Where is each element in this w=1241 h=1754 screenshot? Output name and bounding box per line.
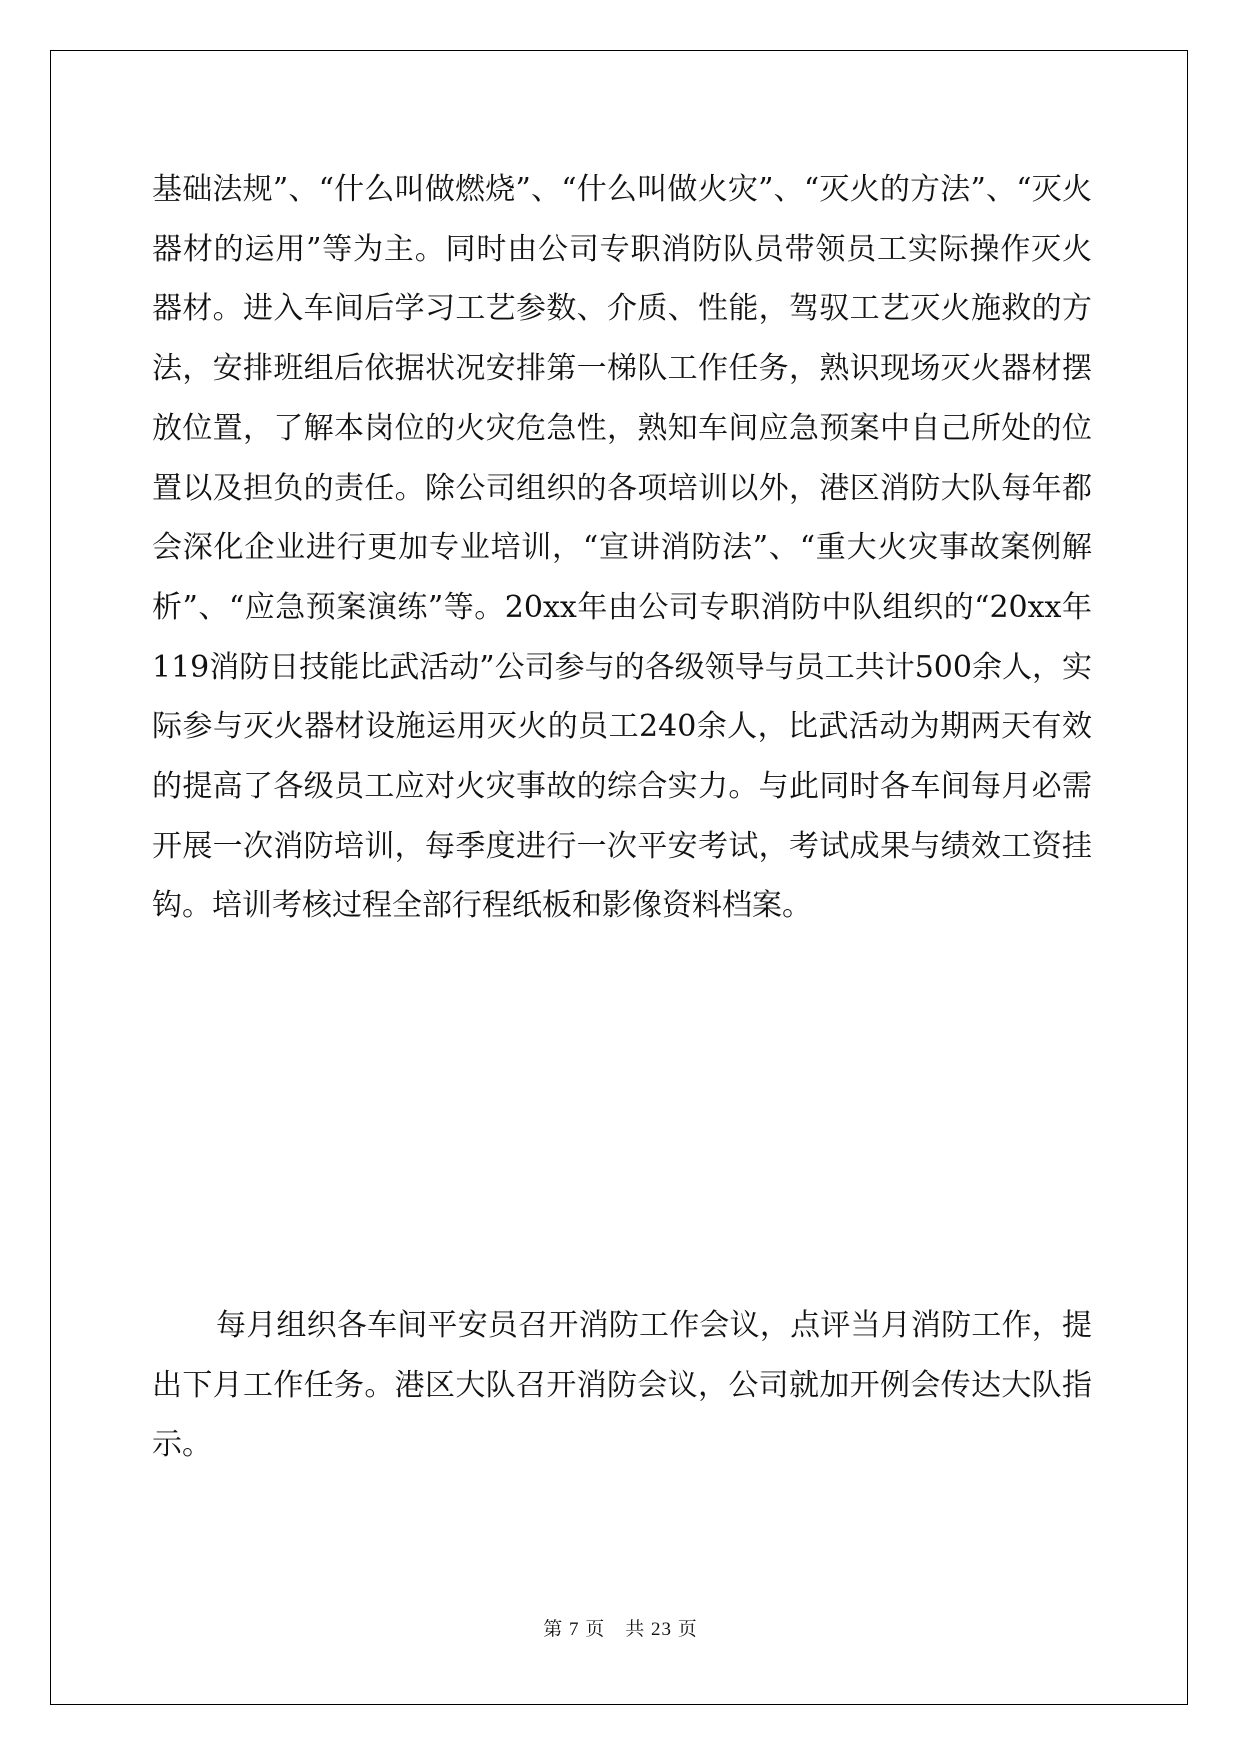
page-footer: 第 7 页 共 23 页 — [543, 1619, 698, 1640]
paragraph-2: 每月组织各车间平安员召开消防工作会议，点评当月消防工作，提出下月工作任务。港区大队召开消防会议，公司就加开例会传达大队指示。 — [152, 1308, 1092, 1463]
paragraph-1: 基础法规”、“什么叫做燃烧”、“什么叫做火灾”、“灭火的方法”、“灭火器材的运用”等为主。同时由公司专职消防队员带领员工实际操作灭火器材。进入车间后学习工艺参数、介质、性能，驾驭工艺灭火施救的方法，安排班组后依据状况安排第一梯队工作任务，熟识现场灭火器材摆放位置，了解本岗位的火灾危急性，熟知车间应急预案中自己所处的位置以及担负的责任。除公司组织的各项培训以外，港区消防大队每年都会深化企业进行更加专业培训，“宣讲消防法”、“重大火灾事故案例解析”、“应急预案演练”等。20xx年由公司专职消防中队组织的“20xx年119消防日技能比武活动”公司参与的各级领导与员工共计500余人，实际参与灭火器材设施运用灭火的员工240余人，比武活动为期两天有效的提高了各级员工应对火灾事故的综合实力。与此同时各车间每月必需开展一次消防培训，每季度进行一次平安考试，考试成果与绩效工资挂钩。培训考核过程全部行程纸板和影像资料档案。 — [152, 172, 1092, 924]
